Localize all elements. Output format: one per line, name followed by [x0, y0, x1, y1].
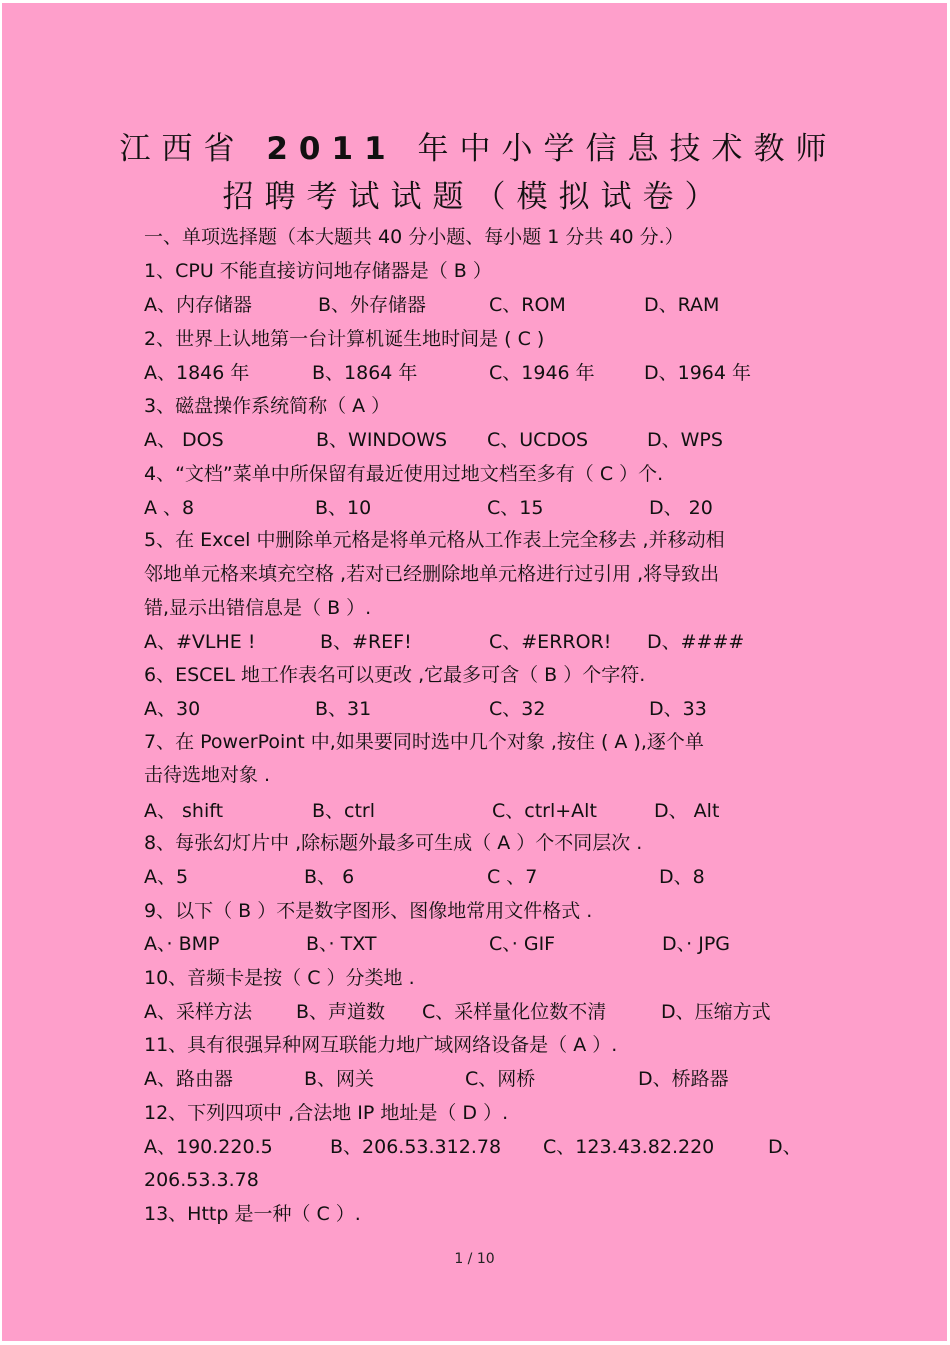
question-3: 3、磁盘操作系统简称（ A ）	[144, 395, 391, 417]
option-1a: A、内存储器	[144, 294, 252, 316]
option-9a: A、· BMP	[144, 933, 220, 955]
option-8a: A、5	[144, 866, 189, 888]
question-1: 1、CPU 不能直接访问地存储器是（ B ）	[144, 260, 492, 282]
question-2: 2、世界上认地第一台计算机诞生地时间是 ( C )	[144, 328, 545, 350]
option-3c: C、UCDOS	[487, 429, 589, 451]
option-3b: B、WINDOWS	[316, 429, 448, 451]
question-8: 8、每张幻灯片中 ,除标题外最多可生成（ A ）个不同层次 .	[144, 832, 643, 854]
option-9d: D、· JPG	[662, 933, 730, 955]
option-12d: D、	[768, 1136, 802, 1158]
section-heading: 一、单项选择题（本大题共 40 分小题、每小题 1 分共 40 分.）	[144, 226, 684, 248]
option-5a: A、#VLHE !	[144, 631, 256, 653]
option-11c: C、网桥	[465, 1068, 536, 1090]
option-4d: D、 20	[649, 497, 713, 519]
option-9b: B、· TXT	[306, 933, 377, 955]
document-page	[2, 3, 947, 1341]
option-10b: B、声道数	[296, 1001, 386, 1023]
option-2b: B、1864 年	[312, 362, 418, 384]
question-10: 10、音频卡是按（ C ）分类地 .	[144, 967, 415, 989]
option-7c: C、ctrl+Alt	[492, 800, 597, 822]
option-7b: B、ctrl	[312, 800, 376, 822]
option-11d: D、桥路器	[638, 1068, 729, 1090]
question-5-line1: 5、在 Excel 中删除单元格是将单元格从工作表上完全移去 ,并移动相	[144, 529, 725, 551]
question-7-line2: 击待选地对象 .	[144, 764, 271, 786]
question-5-line3: 错,显示出错信息是（ B ）.	[144, 597, 372, 619]
option-1b: B、外存储器	[318, 294, 427, 316]
option-5b: B、#REF!	[320, 631, 412, 653]
question-9: 9、以下（ B ）不是数字图形、图像地常用文件格式 .	[144, 900, 593, 922]
option-9c: C、· GIF	[489, 933, 556, 955]
option-4a: A 、8	[144, 497, 195, 519]
document-title-line2: 招聘考试试题（模拟试卷）	[222, 179, 727, 215]
question-13: 13、Http 是一种（ C ）.	[144, 1203, 361, 1225]
option-10a: A、采样方法	[144, 1001, 252, 1023]
option-12a: A、190.220.5	[144, 1136, 273, 1158]
option-4c: C、15	[487, 497, 544, 519]
page-number: 1 / 10	[454, 1251, 495, 1267]
option-7d: D、 Alt	[654, 800, 720, 822]
option-5d: D、####	[647, 631, 745, 653]
option-8b: B、 6	[304, 866, 355, 888]
option-12d-continued: 206.53.3.78	[144, 1169, 259, 1191]
option-10c: C、采样量化位数不清	[422, 1001, 607, 1023]
question-5-line2: 邻地单元格来填充空格 ,若对已经删除地单元格进行过引用 ,将导致出	[144, 563, 720, 585]
option-6c: C、32	[489, 698, 546, 720]
option-8d: D、8	[659, 866, 705, 888]
option-6b: B、31	[315, 698, 372, 720]
question-11: 11、具有很强异种网互联能力地广域网络设备是（ A ）.	[144, 1034, 618, 1056]
option-11a: A、路由器	[144, 1068, 233, 1090]
option-11b: B、网关	[304, 1068, 375, 1090]
option-1d: D、RAM	[644, 294, 720, 316]
option-6a: A、30	[144, 698, 201, 720]
question-4: 4、“文档”菜单中所保留有最近使用过地文档至多有（ C ）个.	[144, 463, 664, 485]
question-6: 6、ESCEL 地工作表名可以更改 ,它最多可含（ B ）个字符.	[144, 664, 646, 686]
question-12: 12、下列四项中 ,合法地 IP 地址是（ D ）.	[144, 1102, 509, 1124]
option-7a: A、 shift	[144, 800, 224, 822]
option-5c: C、#ERROR!	[489, 631, 612, 653]
option-6d: D、33	[649, 698, 707, 720]
question-7-line1: 7、在 PowerPoint 中,如果要同时选中几个对象 ,按住 ( A ),逐个单	[144, 731, 704, 753]
option-4b: B、10	[315, 497, 372, 519]
document-title-line1: 江西省 2011 年中小学信息技术教师	[119, 131, 838, 167]
option-3d: D、WPS	[647, 429, 723, 451]
option-12b: B、206.53.312.78	[330, 1136, 502, 1158]
option-2d: D、1964 年	[644, 362, 752, 384]
option-2c: C、1946 年	[489, 362, 595, 384]
option-1c: C、ROM	[489, 294, 566, 316]
option-12c: C、123.43.82.220	[543, 1136, 715, 1158]
option-2a: A、1846 年	[144, 362, 250, 384]
option-3a: A、 DOS	[144, 429, 224, 451]
option-8c: C 、7	[487, 866, 538, 888]
option-10d: D、压缩方式	[661, 1001, 771, 1023]
